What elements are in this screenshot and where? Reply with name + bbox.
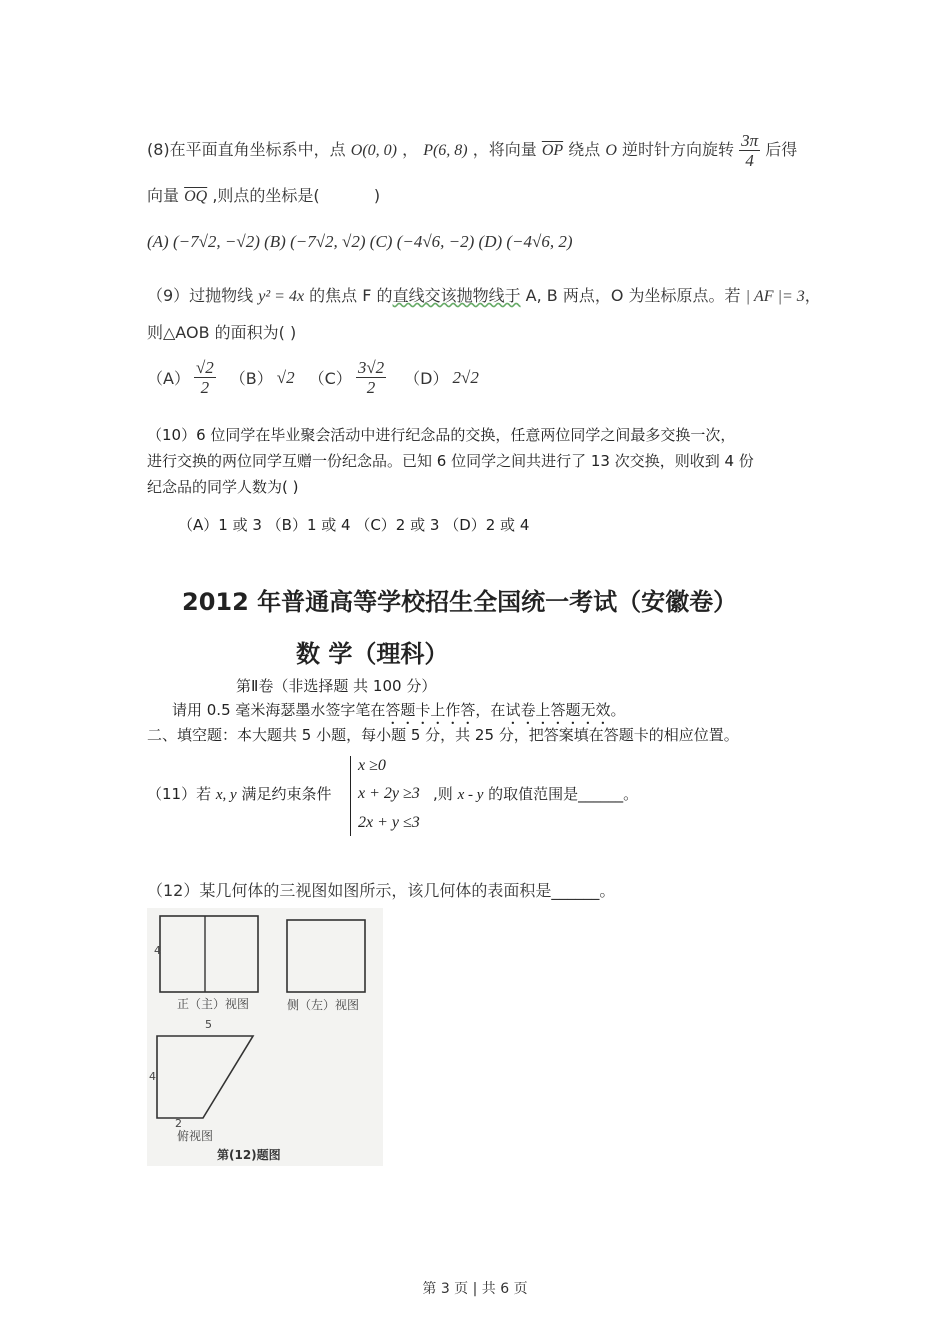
q12-three-view-figure — [147, 908, 383, 1166]
q11-constraint-2: x + 2y ≥3 — [358, 785, 420, 802]
side-view-outline — [287, 920, 365, 992]
q9-opt-d-label: （D） — [404, 369, 449, 388]
q9-opt-b: √2 — [276, 367, 295, 387]
instruction-e: 。 — [610, 701, 626, 719]
exam-part2: 第Ⅱ卷（非选择题 共 100 分） — [236, 677, 437, 695]
exam-subtitle: 数 学（理科） — [296, 640, 449, 668]
q8-text-e: 后得 — [765, 140, 798, 159]
dim-4a: 4 — [154, 944, 161, 957]
q9-text-c: A, B 两点，O 为坐标原点。若 — [520, 286, 741, 305]
instruction-a: 请用 0.5 毫米海瑟墨水签字笔在 — [172, 701, 386, 719]
top-view-outline — [157, 1036, 253, 1118]
dim-4b: 4 — [149, 1070, 156, 1083]
q9-equation: y² = 4x — [258, 288, 305, 305]
dim-2: 2 — [175, 1117, 182, 1130]
q8-line2 — [147, 183, 380, 206]
q8-line2-text-b: ,则点的坐标是( — [212, 186, 320, 205]
front-view-outline — [160, 916, 258, 992]
q8-options: (A) (−7√2, −√2) (B) (−7√2, √2) (C) (−4√6, −2) (D) (−4√6, 2) — [147, 232, 573, 251]
side-view-label: 侧（左）视图 — [287, 998, 360, 1012]
dim-5: 5 — [205, 1018, 212, 1031]
page-footer: 第 3 页 | 共 6 页 — [422, 1281, 528, 1297]
q9-opt-d: 2√2 — [452, 367, 479, 387]
q11-after: ,则 — [433, 785, 453, 803]
q8-text-d: 逆时针方向旋转 — [622, 140, 735, 159]
q9-opt-a-label: （A） — [147, 369, 190, 388]
q10-line3: 纪念品的同学人数为( ) — [147, 478, 299, 496]
instruction-b: 答题卡上作答 — [385, 701, 476, 719]
exam-title: 2012 年普通高等学校招生全国统一考试（安徽卷） — [182, 588, 738, 616]
instruction-c: ，在 — [475, 701, 506, 719]
q8-text-c: 绕点 — [568, 140, 601, 159]
section2-heading: 二、填空题：本大题共 5 小题，每小题 5 分，共 25 分，把答案填在答题卡的相应位置。 — [147, 726, 739, 744]
q11-prefix-line — [147, 783, 332, 804]
q8-point-p: P(6, 8) — [423, 142, 468, 159]
q8-point-o: O(0, 0) — [350, 142, 397, 159]
instruction-d: 试卷上答题无效 — [505, 701, 611, 719]
q9-text-d: ， — [804, 286, 821, 305]
q8-text: (8)在平面直角坐标系中，点 — [147, 140, 346, 159]
q8-text-b: ，将向量 — [472, 140, 537, 159]
front-view-label: 正（主）视图 — [177, 997, 250, 1011]
q8-line1: (8)在平面直角坐标系中，点 O(0, 0) ， P(6, 8) ，将向量 $\overline{OP}$ 绕点 O 逆时针方向旋转 $\frac{3\pi}{4}$ 后得 — [147, 131, 798, 170]
q11-constraint-3: 2x + y ≤3 — [358, 814, 420, 831]
q9-text-wavy: 直线交该抛物线于 — [392, 286, 521, 305]
q9-options — [147, 358, 479, 397]
q11-vars: x, y — [215, 787, 237, 803]
q9-text-a: （9）过抛物线 — [147, 286, 254, 305]
q8-vector-op: $\overline{OP}$ — [541, 142, 564, 159]
q9-condition: | AF |= 3 — [745, 288, 805, 305]
q9-opt-c: $\frac{3√2}{2}$ — [357, 358, 385, 397]
figure-caption: 第(12)题图 — [217, 1148, 281, 1162]
q11-expr: x - y — [457, 787, 484, 803]
q10-line2: 进行交换的两位同学互赠一份纪念品。已知 6 位同学之间共进行了 13 次交换，则收到 4 份 — [147, 452, 754, 470]
q11-prefix: （11）若 — [147, 785, 212, 803]
q11-constraint-1: x ≥0 — [358, 757, 386, 774]
q9-text-b: 的焦点 F 的 — [309, 286, 393, 305]
q11-mid: 满足约束条件 — [241, 785, 332, 803]
q8-line2-text: 向量 — [147, 186, 180, 205]
q9-line2: 则△AOB 的面积为( ) — [147, 323, 297, 342]
q8-vector-oq: $\overline{OQ}$ — [184, 188, 208, 205]
q8-o: O — [605, 142, 617, 159]
q11-suffix-line — [433, 783, 638, 804]
q10-line1: （10）6 位同学在毕业聚会活动中进行纪念品的交换，任意两位同学之间最多交换一次， — [147, 426, 736, 444]
q9-line1 — [147, 283, 821, 306]
q9-opt-a: $\frac{√2}{2}$ — [195, 358, 214, 397]
q9-opt-c-label: （C） — [308, 369, 352, 388]
q9-opt-b-label: （B） — [229, 369, 273, 388]
top-view-label: 俯视图 — [177, 1129, 214, 1143]
q10-options: （A）1 或 3 （B）1 或 4 （C）2 或 3 （D）2 或 4 — [178, 516, 530, 534]
q11-suffix: 的取值范围是______。 — [488, 785, 639, 803]
q12-text: （12）某几何体的三视图如图所示，该几何体的表面积是______。 — [147, 881, 616, 900]
q8-angle: $\frac{3\pi}{4}$ — [741, 131, 759, 170]
q8-line2-text-c: ) — [373, 186, 381, 205]
q11-brace — [350, 756, 351, 836]
